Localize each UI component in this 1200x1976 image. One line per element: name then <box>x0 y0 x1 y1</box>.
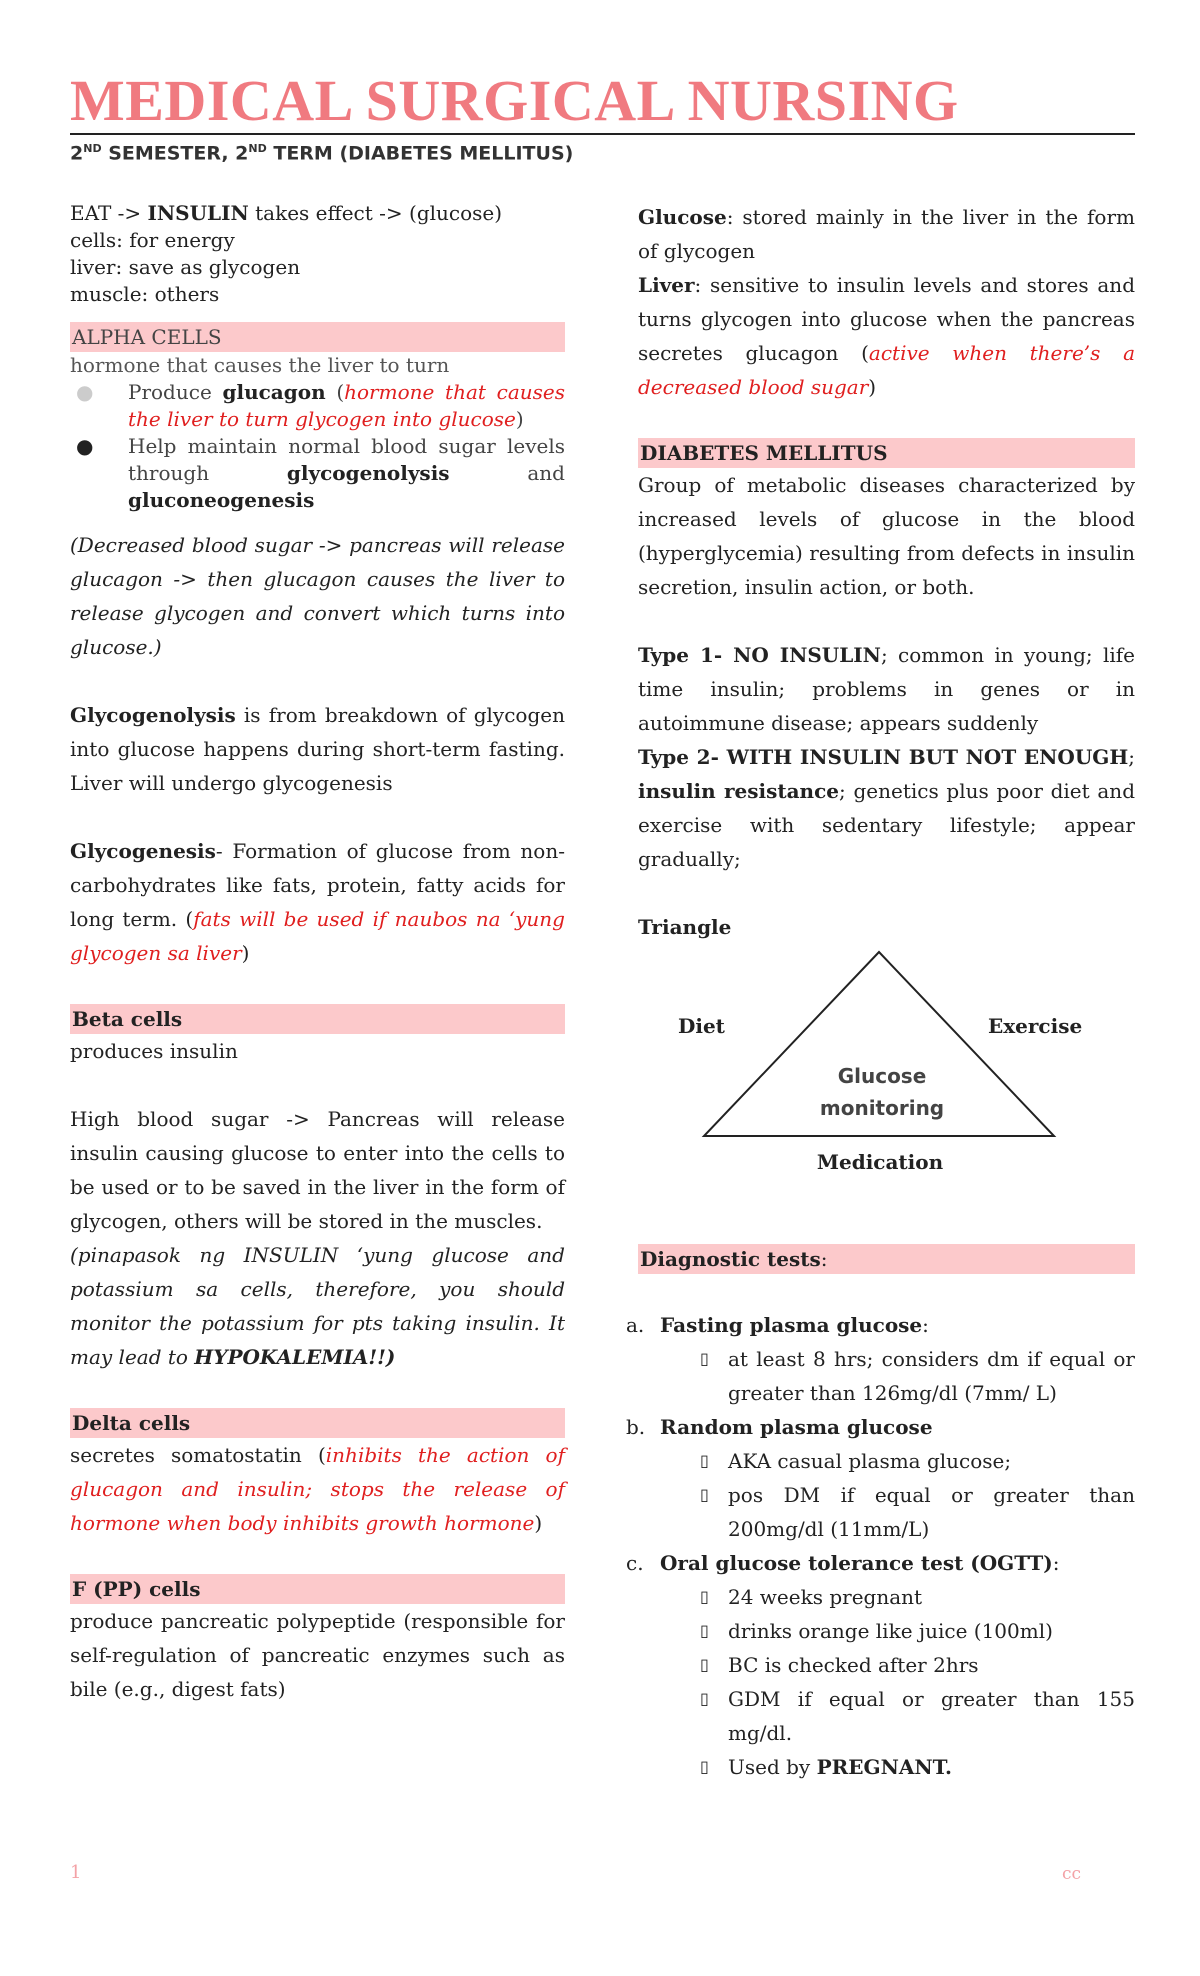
intro-line-1: EAT -> INSULIN takes effect -> (glucose) <box>70 201 503 225</box>
beta-cells-note: (pinapasok ng INSULIN ‘yung glucose and potassium sa cells, therefore, you should monitor the potassium for pts taking insulin. It may lead to HYPOKALEMIA!!) <box>70 1243 565 1369</box>
diagnostic-tests-header: Diagnostic tests: <box>638 1244 1135 1274</box>
list-item: ● Help maintain normal blood sugar levels through glycogenolysis and gluconeogenesis <box>76 434 565 512</box>
liver-paragraph: Liver: sensitive to insulin levels and stores and turns glycogen into glucose when the pancreas secretes glucagon (active when there’s a decreased blood sugar) <box>638 273 1136 399</box>
list-item: ▯ AKA casual plasma glucose; <box>700 1449 1012 1473</box>
glycogenolysis-paragraph: Glycogenolysis is from breakdown of glycogen into glucose happens during short-term fasting. Liver will undergo glycogenesis <box>70 703 565 795</box>
delta-cells-paragraph: secretes somatostatin (inhibits the action of glucagon and insulin; stops the release of hormone when body inhibits growth hormone) <box>70 1443 565 1535</box>
diabetes-mellitus-paragraph: Group of metabolic diseases characterized by increased levels of glucose in the blood (hyperglycemia) resulting from defects in insulin secretion, insulin action, or both. <box>638 473 1135 599</box>
type-2-paragraph: Type 2- WITH INSULIN BUT NOT ENOUGH; insulin resistance; genetics plus poor diet and exercise with sedentary lifestyle; appear gradually; <box>638 745 1135 871</box>
alpha-cells-header: ALPHA CELLS <box>70 322 565 352</box>
triangle-label-diet: Diet <box>678 1014 725 1038</box>
delta-cells-header: Delta cells <box>70 1408 565 1438</box>
list-item: ● Produce glucagon (hormone that causes the liver to turn glycogen into glucose) <box>76 380 565 431</box>
list-item: c. Oral glucose tolerance test (OGTT): ▯ 24 weeks pregnant ▯ drinks orange like juice (100ml) ▯ BC is checked after 2hrs ▯ GDM if equal or greater than 155 mg/dl. ▯ Used by PREGNANT. <box>638 1546 1135 1784</box>
triangle-shape <box>638 944 1135 1244</box>
alpha-cells-list <box>70 379 565 514</box>
triangle-label-medication: Medication <box>816 1150 944 1174</box>
glucose-paragraph: Glucose: stored mainly in the liver in the form of glycogen <box>638 205 1135 263</box>
beta-cells-paragraph: High blood sugar -> Pancreas will release insulin causing glucose to enter into the cells to be used or to be saved in the liver in the form of glycogen, others will be stored in the muscles. <box>70 1107 565 1233</box>
glycogenesis-paragraph: Glycogenesis- Formation of glucose from non-carbohydrates like fats, protein, fatty acids for long term. (fats will be used if naubos na ‘yung glycogen sa liver) <box>70 839 565 965</box>
triangle-label-center-2: monitoring <box>819 1096 945 1120</box>
diabetes-management-triangle <box>638 944 1135 1244</box>
footer-mark: cc <box>1062 1864 1082 1884</box>
f-cells-paragraph: produce pancreatic polypeptide (responsible for self-regulation of pancreatic enzymes such as bile (e.g., digest fats) <box>70 1609 565 1701</box>
list-item: a. Fasting plasma glucose: ▯ at least 8 hrs; considers dm if equal or greater than 126mg/dl (7mm/ L) <box>638 1308 1135 1410</box>
beta-cells-header: Beta cells <box>70 1004 565 1034</box>
page-number: 1 <box>70 1862 82 1883</box>
intro-line-4: muscle: others <box>70 282 220 306</box>
type-1-paragraph: Type 1- NO INSULIN; common in young; life time insulin; problems in genes or in autoimmune disease; appears suddenly <box>638 643 1135 735</box>
alpha-cells-desc: hormone that causes the liver to turn <box>70 353 450 377</box>
list-item: ▯ GDM if equal or greater than 155 mg/dl. <box>700 1687 1135 1745</box>
diagnostic-tests-list <box>626 1308 1135 1784</box>
triangle-heading: Triangle <box>638 915 732 939</box>
list-item: ▯ pos DM if equal or greater than 200mg/dl (11mm/L) <box>700 1483 1135 1541</box>
alpha-note: (Decreased blood sugar -> pancreas will release glucagon -> then glucagon causes the liver to release glycogen and convert which turns into glucose.) <box>70 533 565 659</box>
list-item: ▯ at least 8 hrs; considers dm if equal or greater than 126mg/dl (7mm/ L) <box>700 1347 1135 1405</box>
list-item: b. Random plasma glucose ▯ AKA casual plasma glucose; ▯ pos DM if equal or greater than 200mg/dl (11mm/L) <box>638 1410 1135 1546</box>
diabetes-mellitus-header: DIABETES MELLITUS <box>638 438 1135 468</box>
list-item: ▯ BC is checked after 2hrs <box>700 1653 979 1677</box>
triangle-label-exercise: Exercise <box>988 1014 1083 1038</box>
intro-line-3: liver: save as glycogen <box>70 255 301 279</box>
left-column <box>70 200 565 1706</box>
document-subtitle: 2ND SEMESTER, 2ND TERM (DIABETES MELLITUS) <box>70 142 574 165</box>
list-item: ▯ drinks orange like juice (100ml) <box>700 1619 1053 1643</box>
right-column <box>626 200 1136 1784</box>
list-item: ▯ 24 weeks pregnant <box>700 1585 923 1609</box>
intro-line-2: cells: for energy <box>70 228 235 252</box>
f-cells-header: F (PP) cells <box>70 1574 565 1604</box>
list-item: ▯ Used by PREGNANT. <box>700 1755 952 1779</box>
title-divider <box>70 133 1135 135</box>
triangle-label-center-1: Glucose <box>837 1064 927 1088</box>
beta-cells-desc: produces insulin <box>70 1039 238 1063</box>
document-title: MEDICAL SURGICAL NURSING <box>70 68 959 133</box>
